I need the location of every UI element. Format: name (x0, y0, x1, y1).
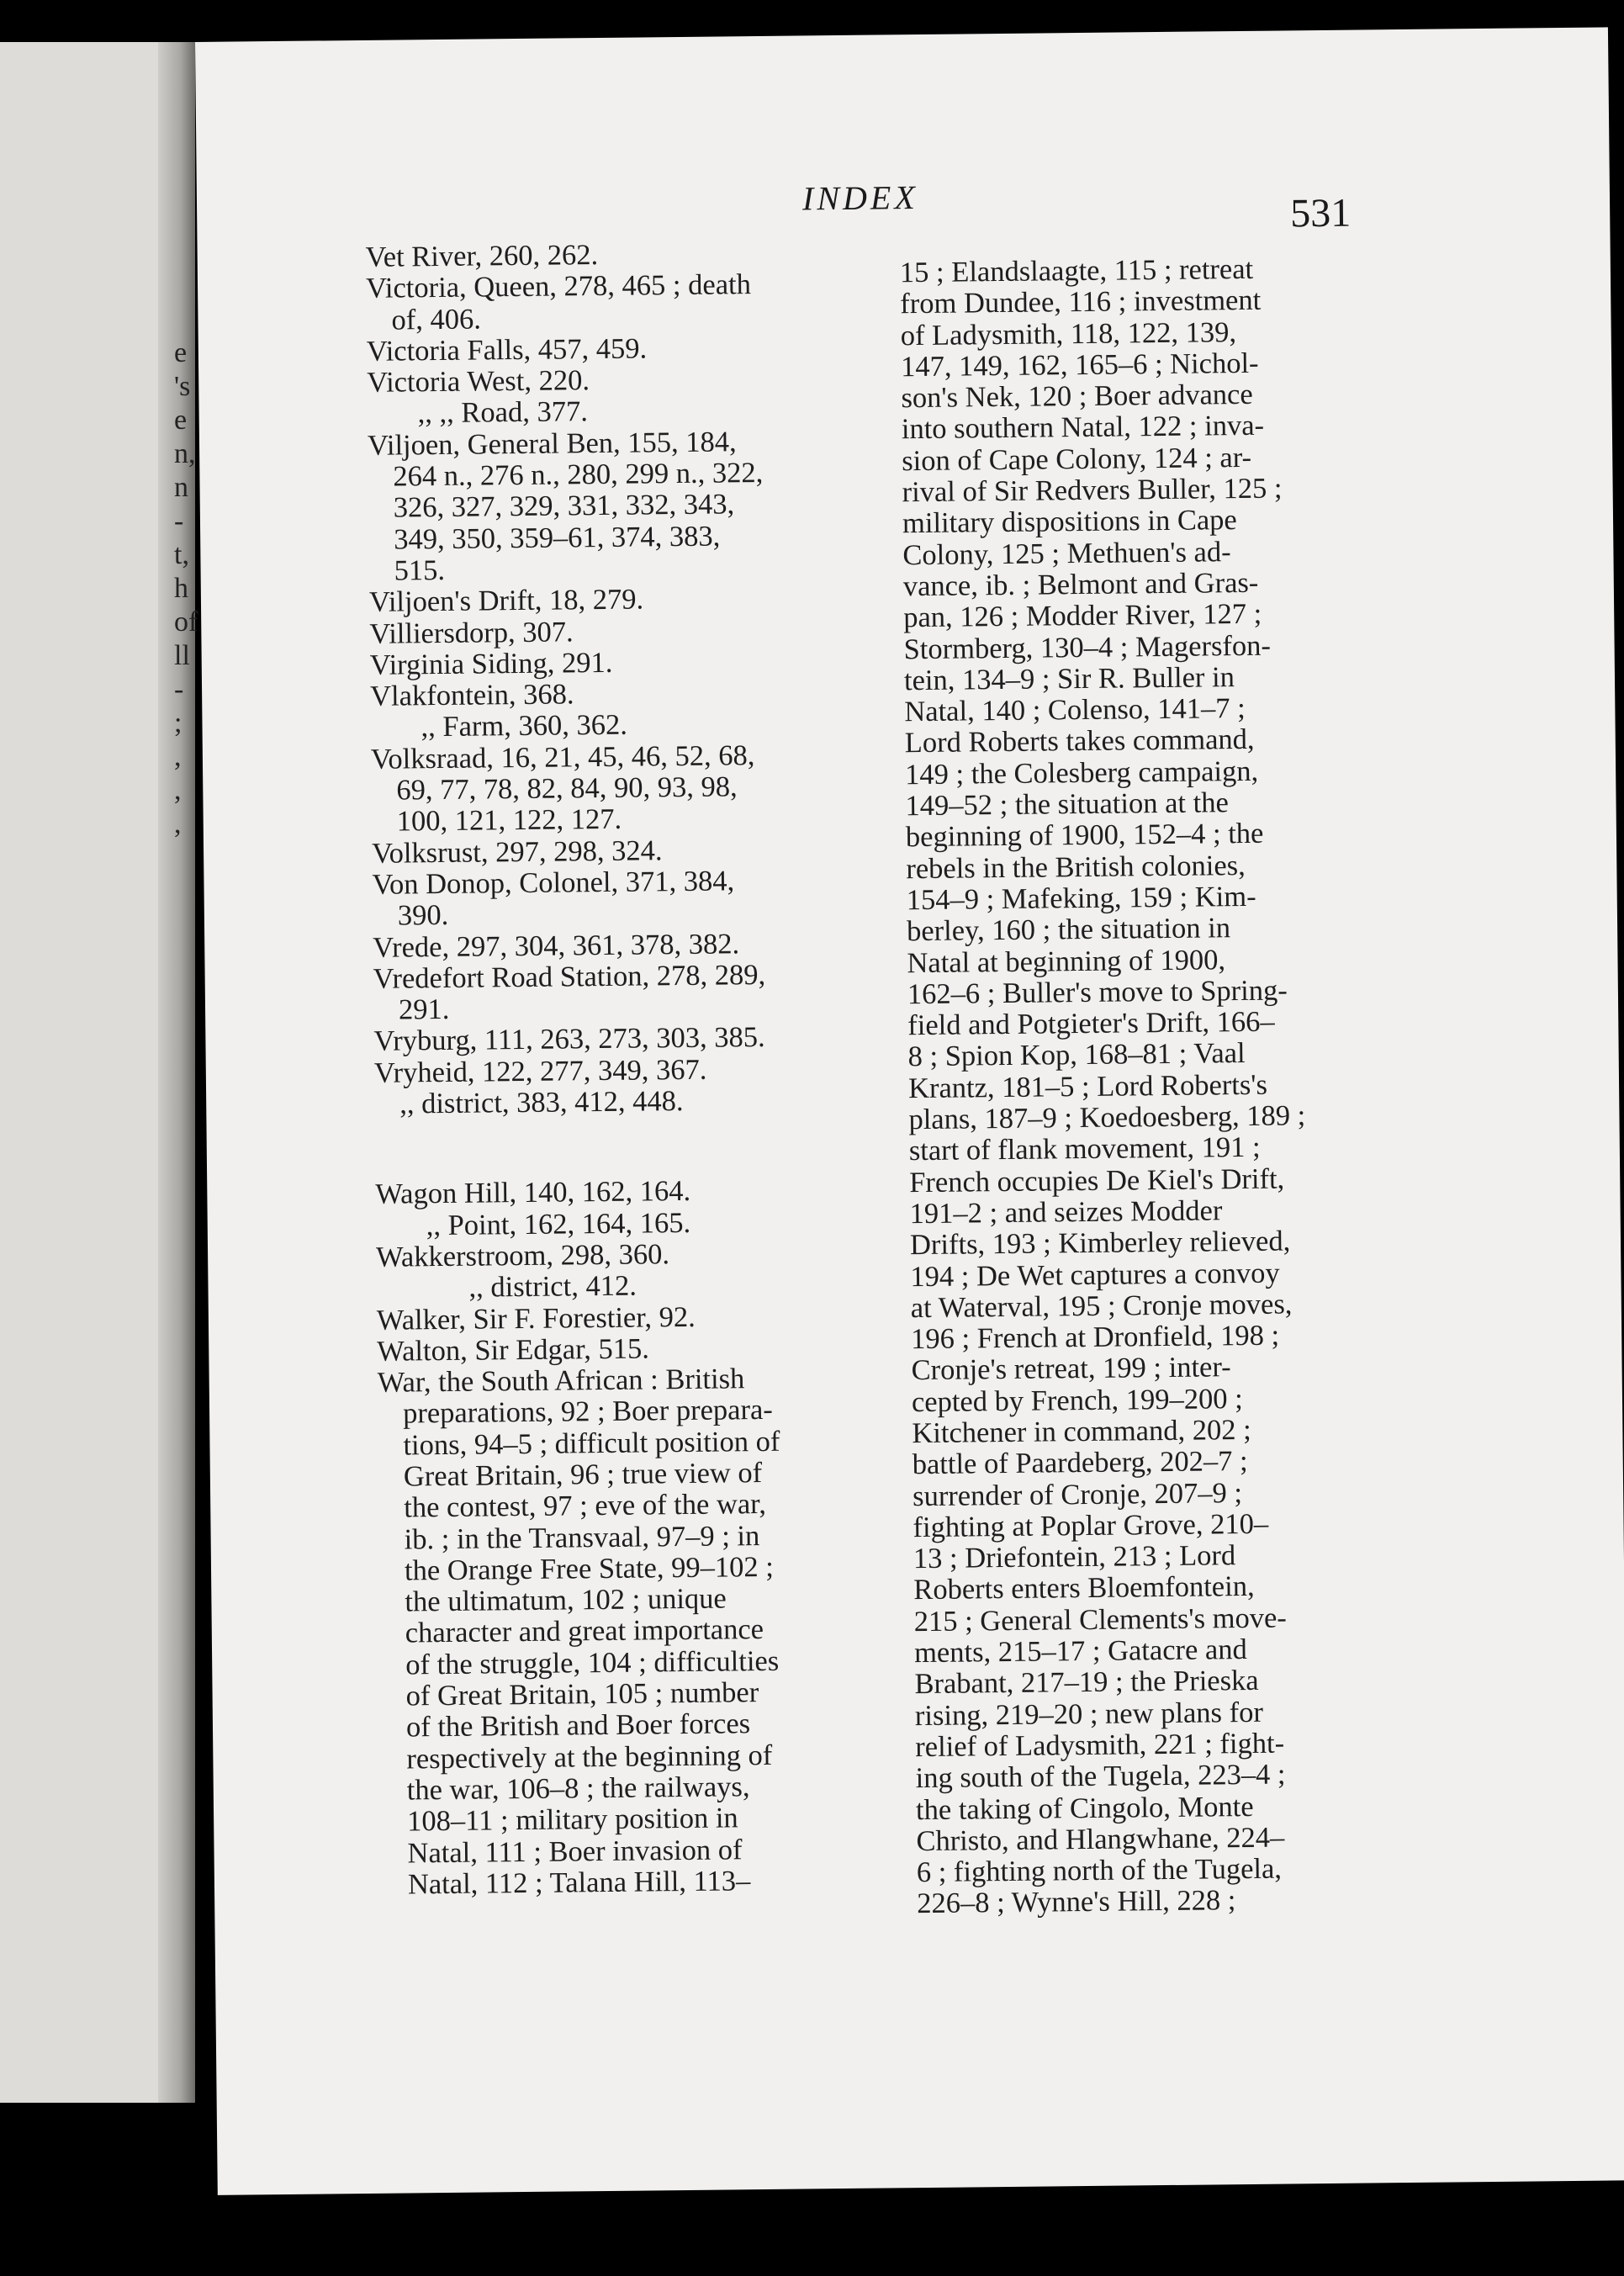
index-entry-line: 162–6 ; Buller's move to Spring- (907, 974, 1288, 1011)
index-entry-line: battle of Paardeberg, 202–7 ; (912, 1445, 1248, 1481)
previous-page-fragment: , (174, 775, 182, 806)
index-entry-line: Colony, 125 ; Methuen's ad- (902, 535, 1231, 571)
index-entry-line: the war, 106–8 ; the railways, (406, 1771, 750, 1807)
index-entry-line: ing south of the Tugela, 223–4 ; (915, 1758, 1286, 1795)
index-entry-line: ,, district, 412. (468, 1269, 637, 1304)
index-entry-line: ments, 215–17 ; Gatacre and (913, 1633, 1247, 1670)
index-entry-line: Natal, 112 ; Talana Hill, 113– (407, 1865, 751, 1901)
index-entry-line: rising, 219–20 ; new plans for (914, 1696, 1264, 1732)
index-entry-line: 326, 327, 329, 331, 332, 343, (393, 488, 735, 524)
index-entry-line: War, the South African : British (377, 1363, 745, 1399)
index-entry-line: of Ladysmith, 118, 122, 139, (900, 315, 1237, 352)
index-entry-line: Roberts enters Bloemfontein, (913, 1570, 1255, 1606)
previous-page-fragment: , (174, 741, 182, 772)
index-entry-line: Krantz, 181–5 ; Lord Roberts's (907, 1068, 1268, 1104)
index-entry-line: ,, Point, 162, 164, 165. (426, 1206, 691, 1241)
previous-page-fragments (174, 336, 199, 841)
index-entry-line: tions, 94–5 ; difficult position of (403, 1425, 780, 1462)
index-entry-line: 196 ; French at Dronfield, 198 ; (910, 1319, 1280, 1356)
index-entry-line: Victoria West, 220. (367, 364, 590, 400)
index-entry-line: pan, 126 ; Modder River, 127 ; (903, 598, 1262, 634)
index-entry-line: ib. ; in the Transvaal, 97–9 ; in (404, 1519, 760, 1556)
index-entry-line: Vet River, 260, 262. (365, 238, 599, 273)
index-entry-line: Villiersdorp, 307. (369, 615, 574, 650)
index-entry-line: start of flank movement, 191 ; (908, 1131, 1261, 1167)
index-entry-line: Lord Roberts takes command, (904, 723, 1255, 760)
index-entry-line: military dispositions in Cape (902, 504, 1237, 540)
index-entry-line: Virginia Siding, 291. (369, 646, 613, 681)
previous-page-fragment: 's (174, 371, 191, 402)
index-entry-line: plans, 187–9 ; Koedoesberg, 189 ; (908, 1099, 1306, 1136)
index-entry-line: 147, 149, 162, 165–6 ; Nichol- (900, 347, 1259, 384)
index-entry-line: 69, 77, 78, 82, 84, 90, 93, 98, (396, 770, 738, 807)
index-entry-line: rebels in the British colonies, (906, 849, 1246, 885)
section-gap (374, 1116, 812, 1179)
index-entry-line: Christo, and Hlangwhane, 224– (916, 1821, 1285, 1857)
index-entry-line: tein, 134–9 ; Sir R. Buller in (903, 660, 1235, 697)
previous-page-fragment: ; (174, 707, 183, 738)
previous-page-fragment: , (174, 808, 182, 839)
index-entry-line: into southern Natal, 122 ; inva- (901, 410, 1265, 446)
index-entry-line: Volksrust, 297, 298, 324. (371, 834, 663, 870)
running-head: INDEX (801, 178, 918, 218)
index-entry-line: Vredefort Road Station, 278, 289, (373, 958, 766, 995)
previous-page-fragment: - (174, 674, 184, 705)
index-entry-line: 264 n., 276 n., 280, 299 n., 322, (393, 457, 764, 493)
index-entry-line: the Orange Free State, 99–102 ; (404, 1550, 775, 1587)
index-entry-line: Natal, 111 ; Boer invasion of (407, 1833, 743, 1870)
index-entry-line: Stormberg, 130–4 ; Magersfon- (903, 629, 1272, 665)
previous-page-fragment: t, (174, 539, 189, 570)
index-entry-line: cepted by French, 199–200 ; (911, 1382, 1243, 1418)
previous-page-fragment: e (174, 337, 188, 368)
index-entry-line: Vlakfontein, 368. (369, 678, 574, 713)
index-entry-line: ,, district, 383, 412, 448. (399, 1085, 684, 1120)
index-entry-line: Vryburg, 111, 263, 273, 303, 385. (373, 1021, 765, 1058)
index-entry-line: Natal, 140 ; Colenso, 141–7 ; (904, 692, 1246, 728)
index-entry-line: Drifts, 193 ; Kimberley relieved, (909, 1225, 1291, 1262)
index-entry-line: 226–8 ; Wynne's Hill, 228 ; (917, 1884, 1236, 1920)
index-entry-line: 215 ; General Clements's move- (913, 1601, 1287, 1638)
previous-page-fragment: ll (174, 640, 190, 671)
index-entry-line: beginning of 1900, 152–4 ; the (905, 818, 1264, 854)
index-entry-line: ,, ,, Road, 377. (417, 395, 589, 430)
index-entry-line: Kitchener in command, 202 ; (912, 1413, 1251, 1450)
index-entry-line: the contest, 97 ; eve of the war, (404, 1488, 767, 1524)
index-page (195, 27, 1624, 2194)
index-entry-line: 15 ; Elandslaagte, 115 ; retreat (899, 252, 1254, 289)
index-entry-line: surrender of Cronje, 207–9 ; (912, 1476, 1243, 1512)
index-entry-line: Victoria, Queen, 278, 465 ; death (365, 268, 752, 305)
previous-page-fragment: of (174, 606, 198, 638)
index-entry-line: Viljoen, General Ben, 155, 184, (367, 426, 737, 462)
index-entry-line: preparations, 92 ; Boer prepara- (402, 1394, 773, 1430)
index-entry-line: 149–52 ; the situation at the (905, 786, 1229, 823)
index-entry-line: from Dundee, 116 ; investment (900, 284, 1262, 320)
index-entry-line: berley, 160 ; the situation in (906, 912, 1231, 948)
index-entry-line: Vrede, 297, 304, 361, 378, 382. (373, 927, 740, 964)
index-entry-line: 349, 350, 359–61, 374, 383, (394, 520, 721, 556)
index-entry-line: Cronje's retreat, 199 ; inter- (911, 1351, 1231, 1387)
index-entry-line: Great Britain, 96 ; true view of (403, 1457, 763, 1493)
previous-page-fragment: n (174, 472, 188, 503)
index-entry-line: the ultimatum, 102 ; unique (405, 1582, 727, 1618)
index-entry-line: field and Potgieter's Drift, 166– (907, 1005, 1275, 1042)
index-entry-line: character and great importance (405, 1613, 764, 1649)
index-entry-line: Vryheid, 122, 277, 349, 367. (373, 1053, 707, 1089)
index-column-left (366, 237, 821, 1900)
index-entry-line: Von Donop, Colonel, 371, 384, (372, 865, 735, 901)
index-entry-line: 8 ; Spion Kop, 168–81 ; Vaal (907, 1037, 1246, 1073)
index-entry-line: 100, 121, 122, 127. (396, 803, 622, 838)
index-entry-line: Natal at beginning of 1900, (907, 943, 1226, 979)
index-entry-line: 149 ; the Colesberg campaign, (904, 754, 1259, 791)
index-entry-line: of, 406. (391, 303, 482, 336)
previous-page-fragment: h (174, 573, 188, 604)
index-entry-line: sion of Cape Colony, 124 ; ar- (902, 441, 1252, 478)
index-entry-line: relief of Ladysmith, 221 ; fight- (915, 1727, 1285, 1764)
index-entry-line: ,, Farm, 360, 362. (421, 709, 628, 744)
page-number: 531 (1289, 190, 1352, 236)
previous-page-fragment: n, (174, 438, 196, 469)
index-entry-line: 291. (398, 993, 450, 1026)
index-entry-line: 390. (397, 899, 449, 932)
index-entry-line: of Great Britain, 105 ; number (405, 1676, 759, 1712)
index-entry-line: 13 ; Driefontein, 213 ; Lord (913, 1539, 1236, 1575)
index-entry-line: fighting at Poplar Grove, 210– (913, 1507, 1269, 1544)
index-entry-line: of the struggle, 104 ; difficulties (405, 1644, 780, 1681)
index-entry-line: 194 ; De Wet captures a convoy (910, 1257, 1280, 1293)
index-entry-line: 191–2 ; and seizes Modder (909, 1194, 1223, 1231)
index-entry-line: 6 ; fighting north of the Tugela, (916, 1852, 1283, 1889)
index-entry-line: 515. (394, 553, 446, 587)
index-entry-line: at Waterval, 195 ; Cronje moves, (910, 1288, 1293, 1324)
index-entry-line: vance, ib. ; Belmont and Gras- (902, 566, 1259, 603)
index-entry-line: Victoria Falls, 457, 459. (366, 332, 648, 368)
index-entry-line: Walker, Sir F. Forestier, 92. (376, 1300, 696, 1336)
index-entry-line: rival of Sir Redvers Buller, 125 ; (902, 472, 1283, 509)
index-entry-line: son's Nek, 120 ; Boer advance (901, 378, 1253, 415)
index-entry-line: respectively at the beginning of (406, 1739, 773, 1776)
index-entry-line: Walton, Sir Edgar, 515. (377, 1332, 650, 1368)
index-entry-line: Viljoen's Drift, 18, 279. (368, 583, 644, 619)
index-entry-line: Wakkerstroom, 298, 360. (375, 1238, 670, 1273)
index-entry-line: of the British and Boer forces (405, 1707, 751, 1744)
previous-page-fragment: e (174, 405, 188, 436)
index-entry-line: Volksraad, 16, 21, 45, 46, 52, 68, (370, 738, 755, 775)
index-entry-line: Wagon Hill, 140, 162, 164. (375, 1175, 691, 1211)
index-column-right (900, 253, 1372, 1920)
index-entry-line: the taking of Cingolo, Monte (915, 1790, 1254, 1826)
index-entry-line: 154–9 ; Mafeking, 159 ; Kim- (906, 880, 1256, 917)
previous-page-fragment: - (174, 505, 184, 537)
index-entry-line: Brabant, 217–19 ; the Prieska (914, 1665, 1259, 1701)
index-entry-line: 108–11 ; military position in (406, 1802, 738, 1838)
index-entry-line: French occupies De Kiel's Drift, (909, 1162, 1285, 1199)
